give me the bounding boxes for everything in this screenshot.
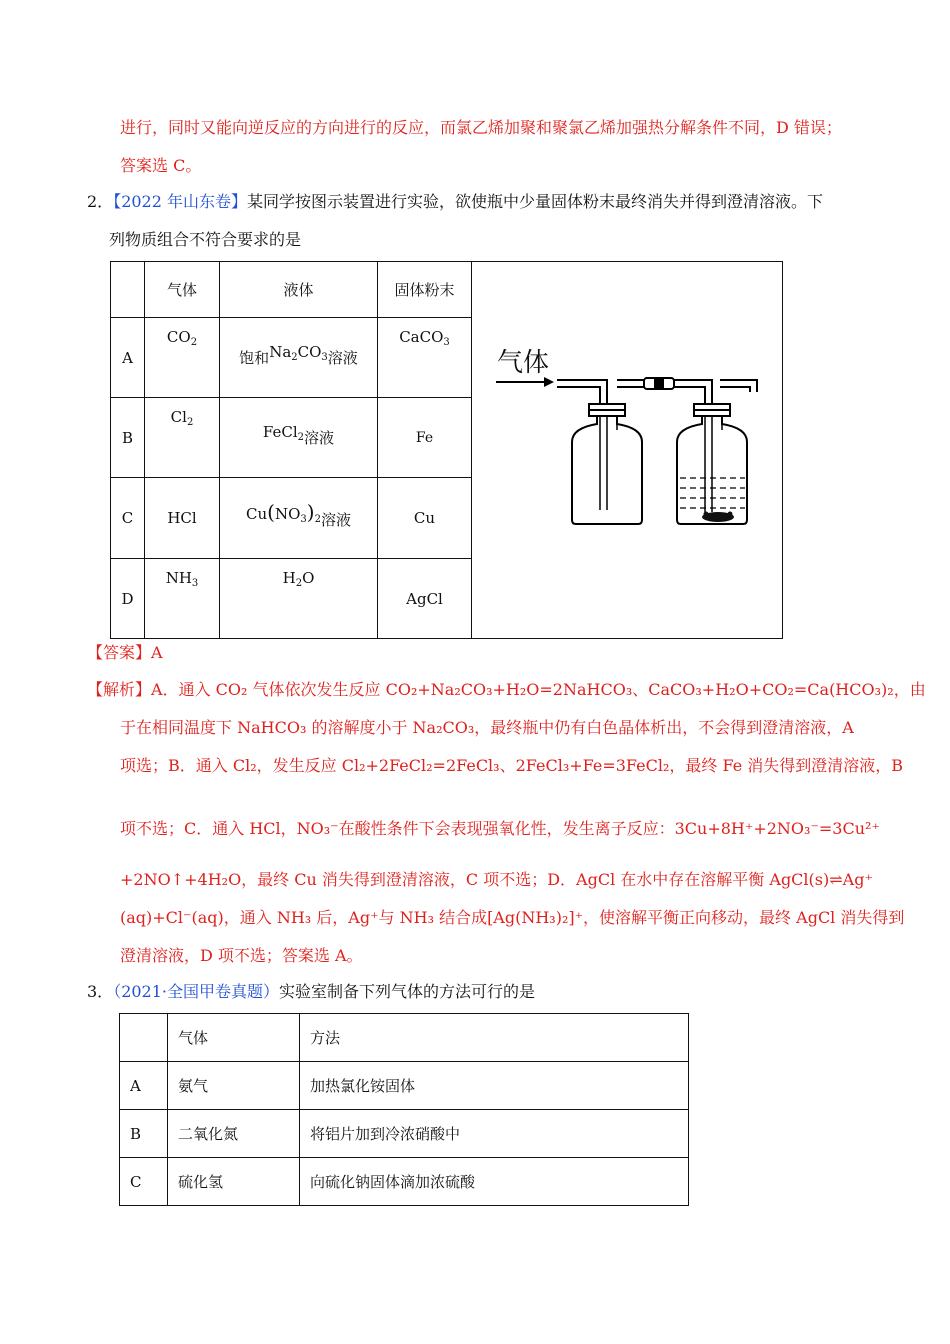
analysis-line-6: (aq)+Cl⁻(aq)，通入 NH₃ 后，Ag⁺与 NH₃ 结合成[Ag(NH₃)₂]⁺，使溶解平衡正向移动，最终 AgCl 消失得到 [120, 908, 905, 927]
row-b-gas: $Cl_2$ [145, 398, 220, 478]
answer-line: 【答案】A [87, 643, 163, 662]
apparatus-diagram-cell [472, 262, 783, 639]
row-b-gas: 二氧化氮 [168, 1110, 300, 1158]
row-a-gas: $CO_2$ [145, 318, 220, 398]
question-number: 3． [87, 982, 114, 1001]
row-c-solid: Cu [378, 478, 472, 559]
analysis-line-7: 澄清溶液，D 项不选；答案选 A。 [120, 946, 363, 965]
row-d-label: D [111, 559, 145, 639]
header-gas: 气体 [168, 1014, 300, 1062]
question-stem-text: 某同学按图示装置进行实验，欲使瓶中少量固体粉末最终消失并得到澄清溶液。下 [247, 192, 824, 211]
row-b-method: 将铝片加到冷浓硝酸中 [300, 1110, 689, 1158]
row-a-solid: CaCO$_3$ [378, 318, 472, 398]
question-source-tag: （2021·全国甲卷真题） [113, 982, 279, 1001]
row-c-method: 向硫化钠固体滴加浓硫酸 [300, 1158, 689, 1206]
gas-washing-apparatus [492, 362, 792, 562]
prev-analysis-line-1: 进行，同时又能向逆反应的方向进行的反应，而氯乙烯加聚和聚氯乙烯加强热分解条件不同，D 错误； [120, 118, 842, 137]
analysis-line-4: 项不选；C．通入 HCl，NO₃⁻在酸性条件下会表现强氧化性，发生离子反应：3Cu+8H⁺+2NO₃⁻=3Cu²⁺ [120, 819, 880, 838]
row-c-gas: HCl [145, 478, 220, 559]
row-c-label: C [120, 1158, 168, 1206]
diagram-gas-label: 气体 [497, 348, 550, 378]
header-gas: 气体 [145, 262, 220, 318]
row-b-liquid: FeCl$_2$溶液 [220, 398, 378, 478]
row-d-gas: $NH_3$ [145, 559, 220, 639]
row-a-label: A [111, 318, 145, 398]
row-a-gas: 氨气 [168, 1062, 300, 1110]
question-2-stem-cont: 列物质组合不符合要求的是 [109, 230, 302, 249]
question-stem-text: 实验室制备下列气体的方法可行的是 [279, 982, 536, 1001]
header-solid: 固体粉末 [378, 262, 472, 318]
question-source-tag: 【2022 年山东卷】 [113, 192, 247, 211]
analysis-line-3: 项选；B．通入 Cl₂，发生反应 Cl₂+2FeCl₂=2FeCl₃、2FeCl₃+Fe=3FeCl₂，最终 Fe 消失得到澄清溶液，B [120, 756, 904, 775]
row-c-liquid: $Cu(NO_3)_2$溶液 [220, 478, 378, 559]
row-b-label: B [120, 1110, 168, 1158]
analysis-line-1-text: A．通入 CO₂ 气体依次发生反应 CO₂+Na₂CO₃+H₂O=2NaHCO₃、CaCO₃+H₂O+CO₂=Ca(HCO₃)₂，由 [151, 680, 926, 699]
question-number: 2． [87, 192, 114, 211]
row-a-method: 加热氯化铵固体 [300, 1062, 689, 1110]
row-a-label: A [120, 1062, 168, 1110]
question-2-table [110, 261, 783, 639]
prev-analysis-line-2: 答案选 C。 [120, 156, 202, 175]
row-c-gas: 硫化氢 [168, 1158, 300, 1206]
question-3-stem [87, 981, 535, 1003]
analysis-line-1 [87, 679, 926, 701]
table-corner [120, 1014, 168, 1062]
header-method: 方法 [300, 1014, 689, 1062]
question-3-table [119, 1013, 689, 1206]
row-b-solid: Fe [378, 398, 472, 478]
analysis-line-5: +2NO↑+4H₂O，最终 Cu 消失得到澄清溶液，C 项不选；D．AgCl 在水中存在溶解平衡 AgCl(s)⇌Ag⁺ [120, 870, 873, 889]
table-corner [111, 262, 145, 318]
row-a-liquid: 饱和$Na_2CO_3$溶液 [220, 318, 378, 398]
row-d-liquid: $H_2O$ [220, 559, 378, 639]
header-liquid: 液体 [220, 262, 378, 318]
row-d-solid: AgCl [378, 559, 472, 639]
question-2-stem [87, 191, 823, 213]
analysis-line-2: 于在相同温度下 NaHCO₃ 的溶解度小于 Na₂CO₃，最终瓶中仍有白色晶体析出，不会得到澄清溶液，A [120, 718, 854, 737]
row-b-label: B [111, 398, 145, 478]
analysis-tag: 【解析】 [87, 680, 152, 699]
row-c-label: C [111, 478, 145, 559]
